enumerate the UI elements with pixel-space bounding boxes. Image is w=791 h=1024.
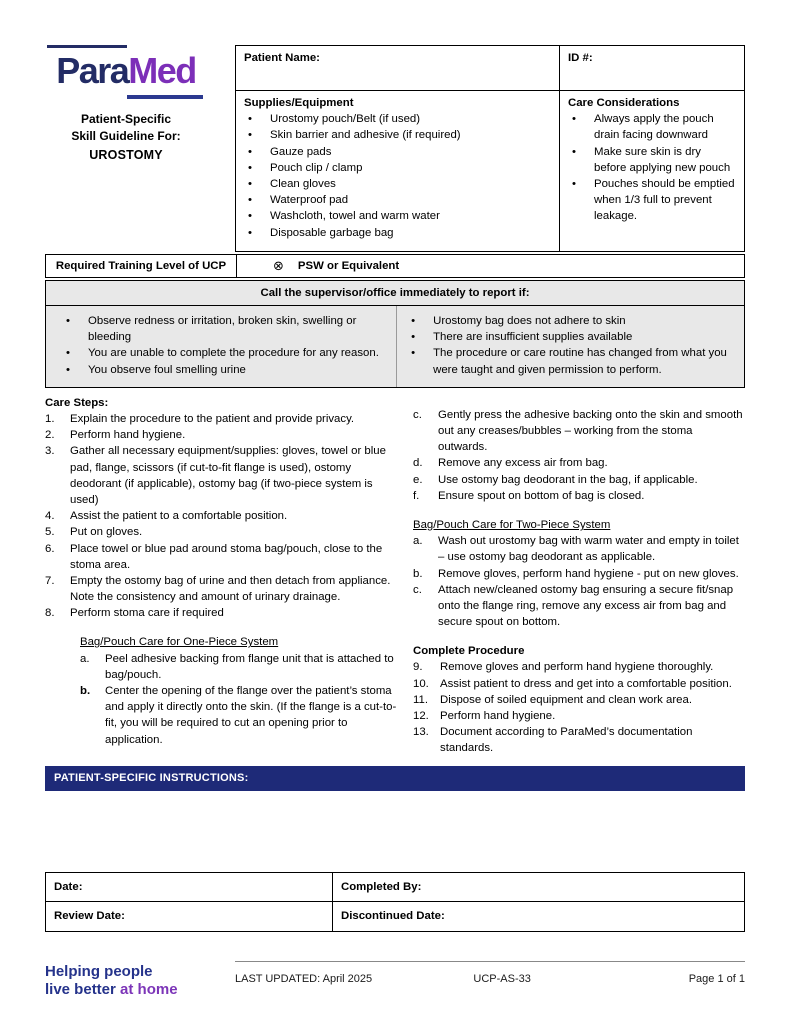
list-item	[407, 329, 736, 345]
list-marker: f.	[413, 489, 420, 502]
list-marker: 8.	[45, 607, 55, 620]
list-marker: a.	[80, 652, 90, 665]
logo-med-text: Med	[128, 50, 196, 91]
training-level-label: Required Training Level of UCP	[46, 255, 237, 277]
list-marker: •	[248, 113, 252, 126]
training-level-row	[45, 254, 745, 278]
care-steps-1-8-list	[45, 411, 397, 621]
id-cell	[560, 46, 744, 90]
discontinued-date-label: Discontinued Date:	[341, 910, 445, 923]
list-item	[244, 225, 551, 241]
sign-off-table	[45, 872, 745, 932]
list-item	[407, 313, 736, 329]
list-item-text: Attach new/cleaned ostomy bag ensuring a secure fit/snap onto the flange ring, remove any excess air from bag and secure spout on bottom.	[438, 583, 734, 629]
list-marker: c.	[413, 583, 422, 596]
list-item	[413, 659, 745, 675]
care-steps-right-column	[413, 395, 745, 757]
supplies-care-row	[236, 91, 744, 251]
one-piece-heading: Bag/Pouch Care for One-Piece System	[80, 636, 279, 649]
care-steps-left-column	[45, 395, 397, 757]
circled-x-icon: ⊗	[273, 257, 284, 273]
patient-name-cell	[236, 46, 560, 90]
list-item-text: Gently press the adhesive backing onto the skin and smooth out any creases/bubbles – working from the stoma outwards.	[438, 408, 743, 454]
document-code: UCP-AS-33	[473, 972, 531, 985]
list-marker: 12.	[413, 710, 429, 722]
sign-off-row-1	[46, 873, 744, 902]
list-item	[45, 605, 397, 621]
list-item-text: Urostomy pouch/Belt (if used)	[270, 113, 421, 126]
discontinued-date-value[interactable]	[445, 909, 736, 925]
skill-title-line2: Skill Guideline For:	[71, 129, 181, 144]
last-updated-text: LAST UPDATED: April 2025	[235, 972, 373, 985]
patient-name-label: Patient Name:	[244, 52, 320, 64]
review-date-cell	[46, 902, 333, 931]
review-date-value[interactable]	[125, 909, 324, 925]
list-item-text: Make sure skin is dry before applying new pouch	[594, 145, 731, 174]
list-item-text: Clean gloves	[270, 177, 336, 190]
list-marker: 1.	[45, 413, 55, 425]
list-marker: •	[248, 194, 252, 207]
list-item	[413, 472, 745, 488]
list-marker: •	[572, 145, 576, 158]
care-considerations-list	[568, 111, 736, 224]
one-piece-block	[80, 634, 397, 747]
list-item	[413, 692, 745, 708]
list-item	[45, 573, 397, 605]
skill-title-line1: Patient-Specific	[80, 111, 172, 126]
list-item-text: Wash out urostomy bag with warm water and empty in toilet – use ostomy bag deodorant as applicable.	[438, 535, 739, 564]
list-item	[413, 533, 745, 565]
care-steps-title: Care Steps:	[45, 396, 109, 409]
list-item-text: Washcloth, towel and warm water	[270, 210, 440, 223]
skill-guideline-title	[45, 111, 207, 164]
list-item-text: Remove gloves and perform hand hygiene thoroughly.	[440, 661, 714, 674]
training-level-text: PSW or Equivalent	[297, 259, 400, 272]
list-item-text: Peel adhesive backing from flange unit that is attached to bag/pouch.	[105, 652, 394, 681]
paramed-logo	[45, 45, 207, 99]
list-item-text: Ensure spout on bottom of bag is closed.	[438, 489, 645, 502]
list-item-text: Pouch clip / clamp	[270, 161, 363, 174]
list-marker: b.	[80, 685, 91, 697]
list-marker: d.	[413, 457, 423, 470]
list-item	[45, 524, 397, 540]
list-item	[45, 427, 397, 443]
branding-block	[45, 45, 235, 252]
list-item	[407, 345, 736, 377]
list-item	[62, 345, 390, 361]
list-item-text: Remove gloves, perform hand hygiene - put on new gloves.	[438, 567, 739, 580]
list-marker: a.	[413, 535, 423, 548]
list-item-text: Disposable garbage bag	[270, 226, 394, 239]
list-marker: 5.	[45, 526, 55, 539]
list-marker: •	[66, 363, 70, 376]
list-item	[244, 160, 551, 176]
page-number: Page 1 of 1	[688, 972, 745, 985]
list-item-text: Skin barrier and adhesive (if required)	[270, 129, 461, 142]
date-cell	[46, 873, 333, 901]
list-item-text: Place towel or blue pad around stoma bag/pouch, close to the stoma area.	[70, 542, 383, 571]
list-item-text: Remove any excess air from bag.	[438, 457, 608, 470]
tagline-line1: Helping people	[45, 962, 153, 980]
list-item	[45, 411, 397, 427]
two-piece-list	[413, 533, 745, 630]
review-date-label: Review Date:	[54, 910, 125, 923]
supervisor-report-right-list	[397, 306, 744, 387]
list-item-text: Dispose of soiled equipment and clean work area.	[440, 693, 693, 706]
list-item-text: Use ostomy bag deodorant in the bag, if applicable.	[438, 473, 698, 486]
list-item-text: Perform stoma care if required	[70, 607, 224, 620]
procedure-name: UROSTOMY	[89, 147, 163, 162]
list-item	[244, 208, 551, 224]
list-item	[45, 443, 397, 508]
patient-id-row	[236, 46, 744, 91]
list-item	[80, 683, 397, 748]
list-item-text: Observe redness or irritation, broken skin, swelling or bleeding	[88, 315, 357, 344]
care-steps-c-f-list	[413, 407, 745, 504]
list-item	[62, 362, 390, 378]
document-footer	[45, 961, 745, 1001]
list-item	[62, 313, 390, 345]
list-item-text: Always apply the pouch drain facing downward	[594, 113, 714, 142]
list-item-text: Empty the ostomy bag of urine and then detach from appliance. Note the consistency and amount of urinary drainage.	[70, 574, 391, 604]
list-item-text: Document according to ParaMed’s documentation standards.	[440, 726, 693, 755]
list-marker: c.	[413, 408, 422, 421]
list-item	[45, 508, 397, 524]
care-considerations-cell	[560, 91, 744, 251]
list-marker: •	[66, 315, 70, 328]
completed-by-cell	[333, 879, 744, 895]
list-item-text: Perform hand hygiene.	[70, 429, 186, 442]
list-marker: •	[411, 315, 416, 328]
list-item	[45, 541, 397, 573]
supplies-cell	[236, 91, 560, 251]
list-item-text: You are unable to complete the procedure for any reason.	[88, 347, 379, 360]
list-item	[413, 582, 745, 631]
list-item	[413, 566, 745, 582]
list-item	[568, 111, 736, 143]
id-label: ID #:	[568, 52, 593, 64]
list-item	[413, 708, 745, 724]
two-piece-heading: Bag/Pouch Care for Two-Piece System	[413, 518, 611, 531]
one-piece-list	[80, 651, 397, 748]
tagline-line2-purple: at home	[120, 981, 178, 999]
list-marker: 4.	[45, 510, 55, 523]
list-item-text: You observe foul smelling urine	[88, 363, 246, 376]
list-item-text: Assist patient to dress and get into a comfortable position.	[440, 677, 732, 690]
list-marker: 3.	[45, 445, 55, 458]
supervisor-report-left-list	[46, 306, 397, 387]
list-item-text: Urostomy bag does not adhere to skin	[433, 315, 626, 328]
paramed-logo-text	[56, 50, 196, 91]
list-marker: •	[248, 177, 252, 190]
list-item-text: Assist the patient to a comfortable position.	[70, 510, 288, 523]
list-item	[413, 676, 745, 692]
list-item	[244, 176, 551, 192]
list-marker: •	[248, 210, 252, 223]
tagline-line2	[45, 981, 235, 1000]
list-item-text: Gather all necessary equipment/supplies: gloves, towel or blue pad, flange, scissors (if cut-to-fit flange is used), ostomy deodorant (if applicable), ostomy bag (if two-piece system is used)	[70, 445, 386, 506]
list-item	[244, 111, 551, 127]
patient-info-table	[235, 45, 745, 252]
list-item	[413, 407, 745, 456]
list-item-text: Explain the procedure to the patient and provide privacy.	[70, 413, 355, 425]
list-marker: •	[572, 177, 576, 190]
list-item	[413, 455, 745, 471]
sign-off-row-2	[46, 902, 744, 931]
care-steps-section	[45, 395, 745, 757]
supervisor-report-body	[46, 306, 744, 387]
list-marker: 7.	[45, 574, 55, 587]
list-item-text: Waterproof pad	[270, 194, 349, 207]
list-item	[568, 176, 736, 225]
completed-by-label: Completed By:	[341, 880, 422, 893]
list-marker: 6.	[45, 542, 55, 555]
supplies-list	[244, 111, 551, 241]
list-item-text: There are insufficient supplies available	[433, 331, 633, 344]
list-marker: e.	[413, 473, 423, 486]
list-marker: 11.	[413, 693, 428, 706]
list-item-text: The procedure or care routine has changed from what you were taught and given permission to perform.	[433, 347, 727, 376]
list-item-text: Gauze pads	[270, 145, 332, 158]
supervisor-report-title: Call the supervisor/office immediately to report if:	[46, 281, 744, 306]
completed-by-value[interactable]	[421, 879, 736, 895]
tagline-line2-navy: live better	[45, 981, 121, 999]
list-item	[244, 144, 551, 160]
list-marker: 10.	[413, 677, 429, 690]
list-item-text: Center the opening of the flange over the patient’s stoma and apply it directly onto the skin. (If the flange is a cut-to-fit, you will be required to cut an opening prior to application.	[105, 685, 397, 746]
list-marker: •	[411, 331, 416, 344]
complete-procedure-list	[413, 659, 745, 756]
list-marker: •	[411, 347, 416, 360]
date-value[interactable]	[82, 879, 324, 895]
list-item	[80, 651, 397, 683]
list-marker: •	[572, 113, 576, 126]
care-considerations-title: Care Considerations	[568, 97, 680, 109]
list-marker: b.	[413, 567, 423, 580]
list-item	[413, 724, 745, 756]
list-item	[244, 127, 551, 143]
paramed-tagline	[45, 963, 235, 1001]
list-item-text: Perform hand hygiene.	[440, 710, 556, 722]
supplies-title: Supplies/Equipment	[244, 97, 354, 109]
patient-specific-instructions-bar: PATIENT-SPECIFIC INSTRUCTIONS:	[45, 766, 745, 792]
list-marker: •	[66, 347, 70, 360]
training-level-value	[237, 255, 744, 277]
list-item-text: Put on gloves.	[70, 526, 143, 539]
footer-strip	[235, 961, 745, 988]
supervisor-report-section	[45, 280, 745, 388]
list-marker: 2.	[45, 429, 55, 442]
list-item	[413, 488, 745, 504]
list-marker: •	[248, 161, 252, 174]
logo-para-text: Para	[56, 50, 129, 91]
complete-procedure-heading: Complete Procedure	[413, 645, 525, 658]
list-marker: •	[248, 226, 252, 239]
list-marker: 9.	[413, 661, 423, 674]
discontinued-date-cell	[333, 908, 744, 924]
list-item	[568, 144, 736, 176]
list-marker: •	[248, 145, 252, 158]
document-header	[45, 45, 745, 252]
list-item	[244, 192, 551, 208]
date-label: Date:	[54, 880, 83, 893]
list-marker: •	[248, 129, 252, 142]
list-marker: 13.	[413, 726, 429, 739]
list-item-text: Pouches should be emptied when 1/3 full to prevent leakage.	[594, 177, 735, 223]
